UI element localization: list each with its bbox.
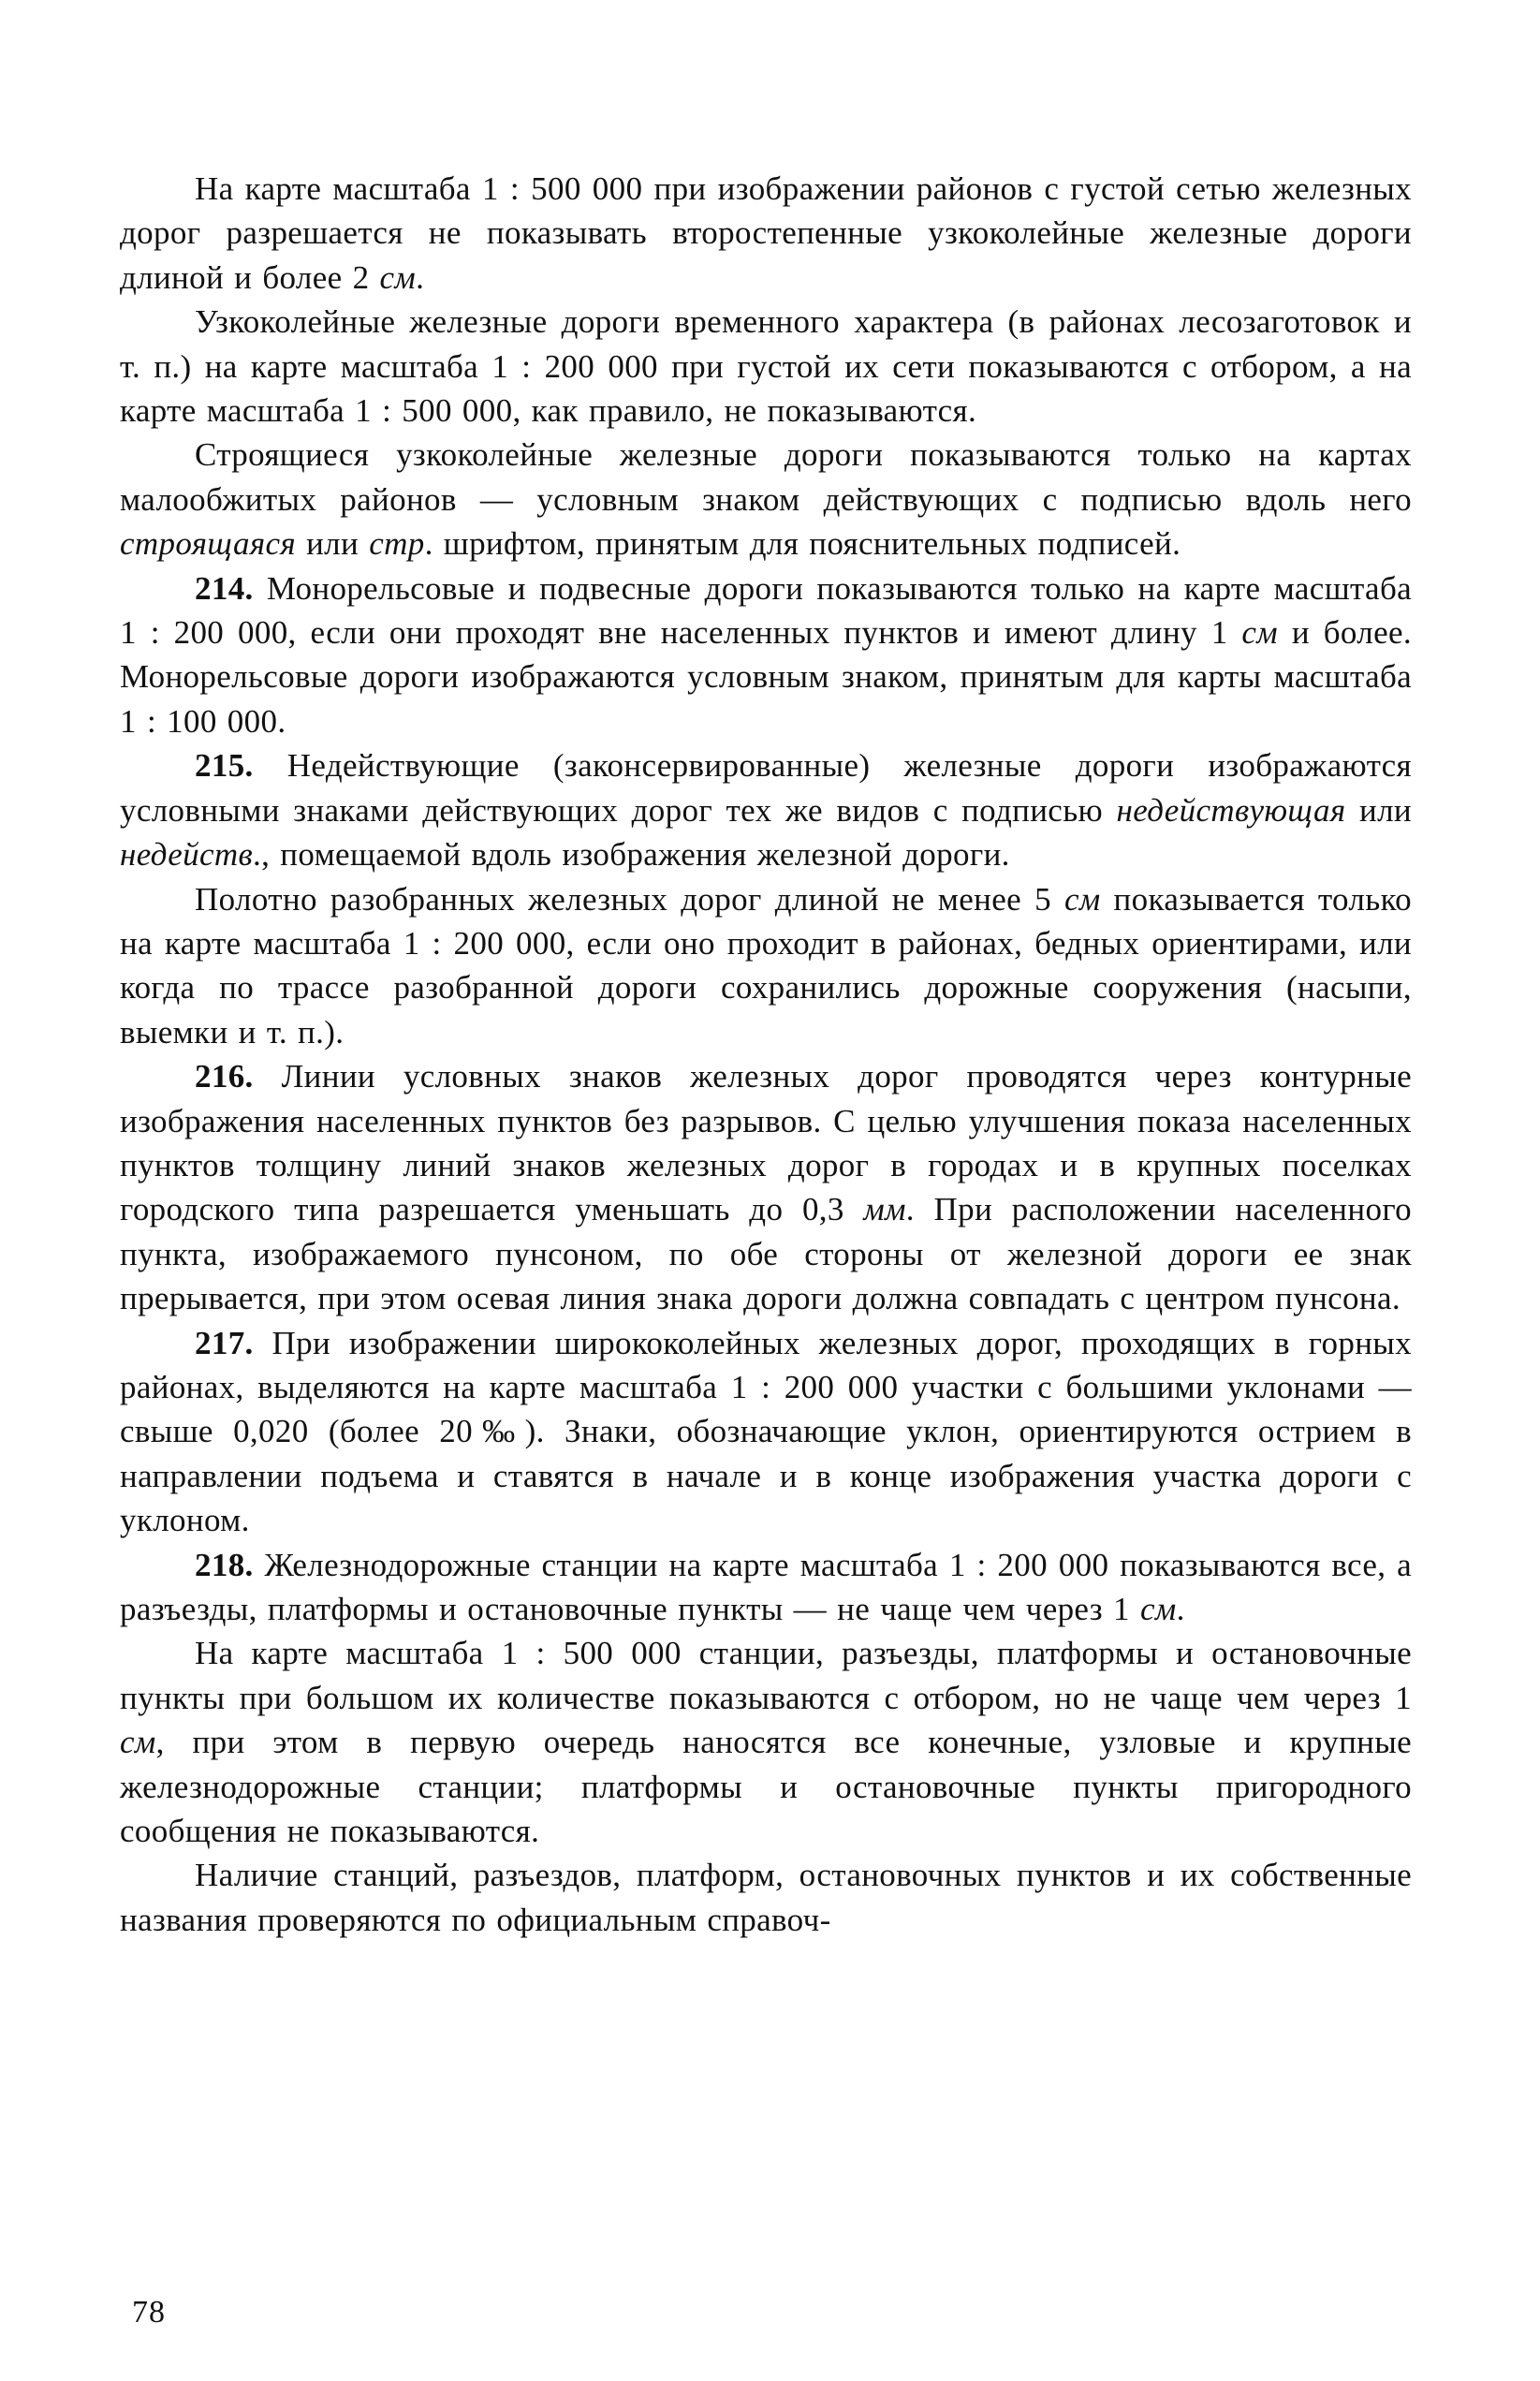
text-run: Монорельсовые и подвесные дороги показываются только на карте масштаба 1 : 200 000, если они проходят вне населенных пунктов и имеют длину 1 (120, 569, 1412, 652)
text-run: или (1345, 791, 1412, 829)
section-number: 214. (195, 569, 254, 607)
paragraph-p2 (120, 300, 1412, 433)
text-run: Железнодорожные станции на карте масштаба 1 : 200 000 показываются все, а разъезды, платформы и остановочные пункты — не чаще чем через 1 (120, 1546, 1412, 1627)
text-run: . шрифтом, принятым для пояснительных подписей. (424, 525, 1181, 563)
text-run: Наличие станций, разъездов, платформ, остановочных пунктов и их собственные названия проверяются по официальным справоч- (120, 1857, 1412, 1938)
text-run: Полотно разобранных железных дорог длиной не менее 5 (195, 880, 1064, 918)
italic-text: см (1241, 614, 1278, 652)
italic-text: см (379, 258, 417, 296)
text-run: На карте масштаба 1 : 500 000 при изображении районов с густой сетью железных дорог разрешается не показывать второстепенные узкоколейные железные дороги длиной и более 2 (120, 170, 1412, 296)
section-number: 218. (195, 1546, 254, 1583)
paragraph-p5 (120, 743, 1412, 876)
text-run: . При расположении населенного пункта, изображаемого пунсоном, по обе стороны от железной дороги ее знак прерывается, при этом осевая линия знака дороги должна совпадать с центром пунсона. (120, 1191, 1412, 1317)
text-run: При изображении ширококолейных железных дорог, проходящих в горных районах, выделяются на карте масштаба 1 : 200 000 участки с большими уклонами — свыше 0,020 (более 20‰). Знаки, обозначающие уклон, ориентируются острием в направлении подъема и ставятся в начале и в конце изображения участка дороги с уклоном. (120, 1324, 1412, 1539)
text-run: и более. Монорельсовые дороги изображаются условным знаком, принятым для карты масштаба 1 : 100 000. (120, 614, 1412, 740)
text-run: Узкоколейные железные дороги временного характера (в районах лесозаготовок и т. п.) на карте масштаба 1 : 200 000 при густой их сети показываются с отбором, а на карте масштаба 1 : 500 000, как правило, не показываются. (120, 303, 1412, 430)
paragraph-p8 (120, 1321, 1412, 1543)
text-run: , при этом в первую очередь наносятся все конечные, узловые и крупные железнодорожные станции; платформы и остановочные пункты пригородного сообщения не показываются. (120, 1724, 1412, 1850)
paragraph-p6 (120, 877, 1412, 1055)
page-body (120, 167, 1412, 1942)
text-run: Строящиеся узкоколейные железные дороги показываются только на картах малообжитых районов — условным знаком действующих с подписью вдоль него (120, 436, 1412, 518)
text-run: ., помещаемой вдоль изображения железной дороги. (253, 836, 1010, 874)
text-run: или (296, 525, 370, 563)
text-run: показывается только на карте масштаба 1 : 200 000, если оно проходит в районах, бедных ориентирами, или когда по трассе разобранной дороги сохранились дорожные сооружения (насыпи, выемки и т. п.). (120, 880, 1412, 1051)
italic-text: стр (369, 525, 425, 563)
italic-text: см (1139, 1591, 1177, 1627)
page-number: 78 (132, 2295, 166, 2330)
text-run: На карте масштаба 1 : 500 000 станции, разъезды, платформы и остановочные пункты при большом их количестве показываются с отбором, но не чаще чем через 1 (120, 1635, 1412, 1716)
section-number: 215. (195, 747, 254, 785)
text-run: . (1176, 1591, 1185, 1627)
text-run: . (416, 258, 425, 296)
paragraph-p1 (120, 167, 1412, 300)
paragraph-p4 (120, 566, 1412, 744)
italic-text: мм (863, 1191, 906, 1228)
italic-text: см (120, 1724, 156, 1761)
paragraph-p10 (120, 1631, 1412, 1853)
italic-text: строящаяся (120, 525, 296, 563)
text-run: Недействующие (законсервированные) железные дороги изображаются условными знаками действующих дорог тех же видов с подписью (120, 747, 1412, 829)
section-number: 216. (195, 1058, 254, 1095)
paragraph-p3 (120, 433, 1412, 566)
italic-text: см (1063, 880, 1101, 918)
paragraph-p7 (120, 1054, 1412, 1320)
text-run: Линии условных знаков железных дорог проводятся через контурные изображения населенных пунктов без разрывов. С целью улучшения показа населенных пунктов толщину линий знаков железных дорог в городах и в крупных поселках городского типа разрешается уменьшать до 0,3 (120, 1058, 1412, 1228)
italic-text: недейств (120, 836, 253, 874)
italic-text: недействующая (1116, 791, 1346, 829)
paragraph-p9 (120, 1543, 1412, 1632)
section-number: 217. (195, 1324, 254, 1361)
paragraph-p11 (120, 1853, 1412, 1942)
